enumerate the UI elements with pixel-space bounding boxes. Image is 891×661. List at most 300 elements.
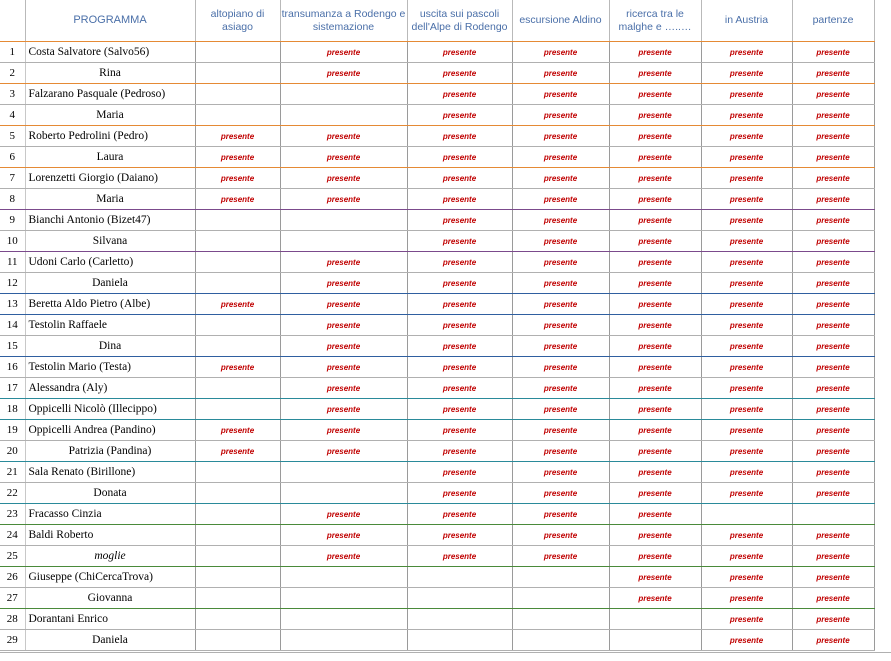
presente-mark: presente bbox=[638, 510, 672, 519]
attendance-cell[interactable] bbox=[701, 588, 792, 609]
presente-mark: presente bbox=[326, 531, 361, 540]
attendance-cell[interactable] bbox=[407, 315, 512, 336]
attendance-cell[interactable] bbox=[407, 231, 512, 252]
attendance-cell[interactable] bbox=[792, 168, 874, 189]
participant-name-cell[interactable]: Roberto Pedrolini (Pedro) bbox=[25, 126, 195, 147]
attendance-cell[interactable] bbox=[609, 462, 701, 483]
row-number[interactable]: 6 bbox=[0, 147, 25, 168]
attendance-cell[interactable] bbox=[407, 420, 512, 441]
row-number[interactable]: 11 bbox=[0, 252, 25, 273]
attendance-cell[interactable] bbox=[280, 567, 407, 588]
attendance-cell[interactable] bbox=[407, 294, 512, 315]
attendance-cell[interactable] bbox=[407, 42, 512, 63]
participant-name-cell[interactable]: Testolin Mario (Testa) bbox=[25, 357, 195, 378]
attendance-cell[interactable] bbox=[407, 126, 512, 147]
attendance-cell[interactable] bbox=[792, 105, 874, 126]
presente-mark: presente bbox=[326, 384, 361, 393]
row-number[interactable]: 3 bbox=[0, 84, 25, 105]
participant-name-cell[interactable]: Bianchi Antonio (Bizet47) bbox=[25, 210, 195, 231]
attendance-cell[interactable] bbox=[195, 273, 280, 294]
attendance-cell[interactable] bbox=[792, 189, 874, 210]
participant-name-cell[interactable]: Fracasso Cinzia bbox=[25, 504, 195, 525]
attendance-cell[interactable] bbox=[407, 210, 512, 231]
presente-mark: presente bbox=[729, 174, 764, 183]
attendance-cell[interactable] bbox=[609, 357, 701, 378]
attendance-cell[interactable] bbox=[609, 189, 701, 210]
header-event[interactable]: ricerca tra le malghe e …..… bbox=[609, 0, 701, 42]
attendance-cell[interactable] bbox=[512, 357, 609, 378]
attendance-cell[interactable] bbox=[792, 504, 874, 525]
table-row bbox=[0, 462, 874, 483]
attendance-cell[interactable] bbox=[280, 588, 407, 609]
row-number[interactable]: 8 bbox=[0, 189, 25, 210]
attendance-cell[interactable] bbox=[512, 210, 609, 231]
participant-name-cell[interactable]: Testolin Raffaele bbox=[25, 315, 195, 336]
presente-mark: presente bbox=[543, 468, 578, 477]
attendance-cell[interactable] bbox=[407, 105, 512, 126]
row-number[interactable]: 4 bbox=[0, 105, 25, 126]
attendance-cell[interactable] bbox=[701, 126, 792, 147]
attendance-cell[interactable] bbox=[609, 294, 701, 315]
attendance-cell[interactable] bbox=[609, 567, 701, 588]
attendance-cell[interactable] bbox=[792, 399, 874, 420]
attendance-cell[interactable] bbox=[195, 336, 280, 357]
attendance-cell[interactable] bbox=[792, 273, 874, 294]
attendance-cell[interactable] bbox=[512, 42, 609, 63]
attendance-cell[interactable] bbox=[701, 294, 792, 315]
attendance-cell[interactable] bbox=[280, 42, 407, 63]
attendance-cell[interactable] bbox=[407, 336, 512, 357]
attendance-cell[interactable] bbox=[512, 588, 609, 609]
row-number[interactable]: 20 bbox=[0, 441, 25, 462]
attendance-cell[interactable] bbox=[280, 357, 407, 378]
attendance-cell[interactable] bbox=[792, 126, 874, 147]
attendance-cell[interactable] bbox=[280, 210, 407, 231]
attendance-cell[interactable] bbox=[609, 315, 701, 336]
row-number[interactable]: 7 bbox=[0, 168, 25, 189]
participant-name-cell[interactable]: Silvana bbox=[25, 231, 195, 252]
attendance-cell[interactable] bbox=[792, 630, 874, 651]
attendance-cell[interactable] bbox=[512, 189, 609, 210]
attendance-cell[interactable] bbox=[512, 567, 609, 588]
participant-name-cell[interactable]: Lorenzetti Giorgio (Daiano) bbox=[25, 168, 195, 189]
participant-name-cell[interactable]: Beretta Aldo Pietro (Albe) bbox=[25, 294, 195, 315]
attendance-cell[interactable] bbox=[701, 567, 792, 588]
attendance-cell[interactable] bbox=[512, 63, 609, 84]
attendance-cell[interactable] bbox=[792, 147, 874, 168]
attendance-cell[interactable] bbox=[195, 462, 280, 483]
row-number[interactable]: 25 bbox=[0, 546, 25, 567]
attendance-cell[interactable] bbox=[701, 231, 792, 252]
attendance-cell[interactable] bbox=[280, 126, 407, 147]
row-number[interactable]: 28 bbox=[0, 609, 25, 630]
attendance-cell[interactable] bbox=[280, 420, 407, 441]
attendance-cell[interactable] bbox=[609, 630, 701, 651]
attendance-cell[interactable] bbox=[792, 252, 874, 273]
row-number[interactable]: 9 bbox=[0, 210, 25, 231]
attendance-cell[interactable] bbox=[701, 63, 792, 84]
table-row bbox=[0, 63, 874, 84]
attendance-cell[interactable] bbox=[195, 231, 280, 252]
attendance-cell[interactable] bbox=[609, 63, 701, 84]
participant-name-cell[interactable]: Falzarano Pasquale (Pedroso) bbox=[25, 84, 195, 105]
row-number[interactable]: 2 bbox=[0, 63, 25, 84]
attendance-cell[interactable] bbox=[195, 294, 280, 315]
participant-name-cell[interactable]: Laura bbox=[25, 147, 195, 168]
participant-name-cell[interactable]: moglie bbox=[25, 546, 195, 567]
header-programma[interactable]: PROGRAMMA bbox=[25, 0, 195, 42]
attendance-cell[interactable] bbox=[609, 84, 701, 105]
table-row bbox=[0, 168, 874, 189]
attendance-cell[interactable] bbox=[512, 252, 609, 273]
attendance-cell[interactable] bbox=[792, 315, 874, 336]
header-num[interactable] bbox=[0, 0, 25, 42]
attendance-cell[interactable] bbox=[792, 462, 874, 483]
participant-name-cell[interactable]: Giuseppe (ChiCercaTrova) bbox=[25, 567, 195, 588]
attendance-cell[interactable] bbox=[195, 609, 280, 630]
table-row bbox=[0, 189, 874, 210]
attendance-cell[interactable] bbox=[701, 525, 792, 546]
attendance-cell[interactable] bbox=[609, 273, 701, 294]
attendance-cell[interactable] bbox=[195, 252, 280, 273]
attendance-cell[interactable] bbox=[701, 420, 792, 441]
attendance-cell[interactable] bbox=[792, 483, 874, 504]
attendance-cell[interactable] bbox=[407, 462, 512, 483]
attendance-cell[interactable] bbox=[792, 609, 874, 630]
attendance-cell[interactable] bbox=[609, 42, 701, 63]
attendance-cell[interactable] bbox=[701, 273, 792, 294]
attendance-cell[interactable] bbox=[512, 609, 609, 630]
attendance-cell[interactable] bbox=[701, 441, 792, 462]
attendance-cell[interactable] bbox=[280, 252, 407, 273]
presente-mark: presente bbox=[326, 363, 361, 372]
attendance-cell[interactable] bbox=[792, 546, 874, 567]
attendance-cell[interactable] bbox=[280, 378, 407, 399]
attendance-cell[interactable] bbox=[792, 525, 874, 546]
attendance-cell[interactable] bbox=[512, 105, 609, 126]
header-event[interactable]: in Austria bbox=[701, 0, 792, 42]
attendance-cell[interactable] bbox=[701, 357, 792, 378]
participant-name-cell[interactable]: Daniela bbox=[25, 273, 195, 294]
presente-mark: presente bbox=[543, 90, 578, 99]
attendance-cell[interactable] bbox=[195, 168, 280, 189]
attendance-cell[interactable] bbox=[701, 147, 792, 168]
row-number[interactable]: 29 bbox=[0, 630, 25, 651]
attendance-cell[interactable] bbox=[512, 441, 609, 462]
table-row bbox=[0, 546, 874, 567]
attendance-cell[interactable] bbox=[512, 147, 609, 168]
attendance-cell[interactable] bbox=[280, 147, 407, 168]
presente-mark: presente bbox=[326, 321, 361, 330]
participant-name-cell[interactable]: Daniela bbox=[25, 630, 195, 651]
attendance-cell[interactable] bbox=[195, 441, 280, 462]
participant-name-cell[interactable]: Dina bbox=[25, 336, 195, 357]
attendance-cell[interactable] bbox=[280, 63, 407, 84]
participant-name-cell[interactable]: Costa Salvatore (Salvo56) bbox=[25, 42, 195, 63]
presente-mark: presente bbox=[729, 594, 764, 603]
presente-mark: presente bbox=[816, 468, 850, 477]
attendance-cell[interactable] bbox=[280, 168, 407, 189]
attendance-cell[interactable] bbox=[701, 105, 792, 126]
attendance-cell[interactable] bbox=[407, 252, 512, 273]
attendance-cell[interactable] bbox=[512, 315, 609, 336]
attendance-cell[interactable] bbox=[512, 546, 609, 567]
attendance-cell[interactable] bbox=[195, 399, 280, 420]
attendance-cell[interactable] bbox=[512, 336, 609, 357]
participant-name-cell[interactable]: Rina bbox=[25, 63, 195, 84]
attendance-cell[interactable] bbox=[512, 378, 609, 399]
participant-name-cell[interactable]: Sala Renato (Birillone) bbox=[25, 462, 195, 483]
attendance-cell[interactable] bbox=[512, 294, 609, 315]
attendance-cell[interactable] bbox=[792, 567, 874, 588]
attendance-cell[interactable] bbox=[280, 273, 407, 294]
participant-name-cell[interactable]: Donata bbox=[25, 483, 195, 504]
participant-name-cell[interactable]: Dorantani Enrico bbox=[25, 609, 195, 630]
attendance-cell[interactable] bbox=[512, 399, 609, 420]
presente-mark: presente bbox=[638, 594, 672, 603]
attendance-cell[interactable] bbox=[280, 84, 407, 105]
attendance-cell[interactable] bbox=[407, 609, 512, 630]
header-event[interactable]: uscita sui pascoli dell'Alpe di Rodengo bbox=[407, 0, 512, 42]
attendance-cell[interactable] bbox=[792, 294, 874, 315]
presente-mark: presente bbox=[442, 69, 477, 78]
attendance-cell[interactable] bbox=[195, 357, 280, 378]
table-row bbox=[0, 315, 874, 336]
attendance-cell[interactable] bbox=[195, 63, 280, 84]
attendance-cell[interactable] bbox=[609, 399, 701, 420]
attendance-cell[interactable] bbox=[701, 504, 792, 525]
attendance-cell[interactable] bbox=[195, 504, 280, 525]
participant-name-cell[interactable]: Alessandra (Aly) bbox=[25, 378, 195, 399]
attendance-cell[interactable] bbox=[195, 189, 280, 210]
attendance-cell[interactable] bbox=[792, 378, 874, 399]
attendance-cell[interactable] bbox=[701, 252, 792, 273]
attendance-cell[interactable] bbox=[701, 168, 792, 189]
attendance-cell[interactable] bbox=[280, 189, 407, 210]
attendance-cell[interactable] bbox=[609, 126, 701, 147]
attendance-cell[interactable] bbox=[609, 504, 701, 525]
attendance-cell[interactable] bbox=[792, 231, 874, 252]
presente-mark: presente bbox=[816, 69, 850, 78]
attendance-cell[interactable] bbox=[512, 168, 609, 189]
attendance-cell[interactable] bbox=[407, 567, 512, 588]
attendance-cell[interactable] bbox=[280, 441, 407, 462]
header-event[interactable]: transumanza a Rodengo e sistemazione bbox=[280, 0, 407, 42]
attendance-cell[interactable] bbox=[195, 546, 280, 567]
attendance-cell[interactable] bbox=[407, 588, 512, 609]
attendance-cell[interactable] bbox=[280, 525, 407, 546]
attendance-cell[interactable] bbox=[280, 315, 407, 336]
attendance-cell[interactable] bbox=[609, 546, 701, 567]
attendance-cell[interactable] bbox=[280, 105, 407, 126]
row-number[interactable]: 24 bbox=[0, 525, 25, 546]
presente-mark: presente bbox=[326, 300, 361, 309]
row-number[interactable]: 26 bbox=[0, 567, 25, 588]
attendance-cell[interactable] bbox=[407, 84, 512, 105]
attendance-cell[interactable] bbox=[609, 231, 701, 252]
row-number[interactable]: 1 bbox=[0, 42, 25, 63]
attendance-cell[interactable] bbox=[701, 399, 792, 420]
attendance-cell[interactable] bbox=[701, 42, 792, 63]
attendance-cell[interactable] bbox=[407, 378, 512, 399]
attendance-cell[interactable] bbox=[280, 504, 407, 525]
attendance-cell[interactable] bbox=[512, 126, 609, 147]
presente-mark: presente bbox=[729, 258, 764, 267]
attendance-cell[interactable] bbox=[512, 504, 609, 525]
attendance-cell[interactable] bbox=[792, 336, 874, 357]
attendance-cell[interactable] bbox=[280, 294, 407, 315]
row-number[interactable]: 19 bbox=[0, 420, 25, 441]
attendance-cell[interactable] bbox=[792, 42, 874, 63]
attendance-cell[interactable] bbox=[280, 609, 407, 630]
row-number[interactable]: 16 bbox=[0, 357, 25, 378]
attendance-cell[interactable] bbox=[609, 483, 701, 504]
attendance-cell[interactable] bbox=[792, 63, 874, 84]
attendance-cell[interactable] bbox=[512, 483, 609, 504]
attendance-cell[interactable] bbox=[407, 630, 512, 651]
attendance-cell[interactable] bbox=[512, 420, 609, 441]
header-event[interactable]: partenze bbox=[792, 0, 874, 42]
presente-mark: presente bbox=[442, 237, 477, 246]
attendance-cell[interactable] bbox=[195, 147, 280, 168]
row-number[interactable]: 14 bbox=[0, 315, 25, 336]
attendance-cell[interactable] bbox=[280, 399, 407, 420]
attendance-cell[interactable] bbox=[609, 378, 701, 399]
attendance-cell[interactable] bbox=[280, 483, 407, 504]
attendance-cell[interactable] bbox=[701, 483, 792, 504]
presente-mark: presente bbox=[543, 69, 578, 78]
presente-mark: presente bbox=[729, 384, 764, 393]
attendance-cell[interactable] bbox=[512, 231, 609, 252]
attendance-cell[interactable] bbox=[195, 105, 280, 126]
attendance-cell[interactable] bbox=[195, 630, 280, 651]
presente-mark: presente bbox=[816, 636, 850, 645]
attendance-cell[interactable] bbox=[792, 441, 874, 462]
attendance-cell[interactable] bbox=[792, 420, 874, 441]
presente-mark: presente bbox=[442, 111, 477, 120]
attendance-cell[interactable] bbox=[609, 147, 701, 168]
attendance-cell[interactable] bbox=[609, 168, 701, 189]
attendance-cell[interactable] bbox=[195, 126, 280, 147]
participant-name-cell[interactable]: Baldi Roberto bbox=[25, 525, 195, 546]
row-number[interactable]: 12 bbox=[0, 273, 25, 294]
attendance-cell[interactable] bbox=[280, 630, 407, 651]
attendance-cell[interactable] bbox=[280, 231, 407, 252]
attendance-cell[interactable] bbox=[407, 546, 512, 567]
attendance-cell[interactable] bbox=[195, 588, 280, 609]
attendance-cell[interactable] bbox=[195, 210, 280, 231]
attendance-cell[interactable] bbox=[512, 273, 609, 294]
participant-name-cell[interactable]: Oppicelli Andrea (Pandino) bbox=[25, 420, 195, 441]
attendance-cell[interactable] bbox=[701, 84, 792, 105]
attendance-cell[interactable] bbox=[407, 357, 512, 378]
attendance-cell[interactable] bbox=[512, 84, 609, 105]
row-number[interactable]: 17 bbox=[0, 378, 25, 399]
attendance-cell[interactable] bbox=[792, 84, 874, 105]
attendance-cell[interactable] bbox=[792, 210, 874, 231]
row-number[interactable]: 18 bbox=[0, 399, 25, 420]
attendance-cell[interactable] bbox=[195, 378, 280, 399]
presente-mark: presente bbox=[638, 279, 672, 288]
attendance-cell[interactable] bbox=[701, 609, 792, 630]
attendance-cell[interactable] bbox=[195, 483, 280, 504]
attendance-cell[interactable] bbox=[701, 546, 792, 567]
participant-name-cell[interactable]: Patrizia (Pandina) bbox=[25, 441, 195, 462]
attendance-cell[interactable] bbox=[792, 588, 874, 609]
attendance-cell[interactable] bbox=[280, 336, 407, 357]
row-number[interactable]: 15 bbox=[0, 336, 25, 357]
participant-name-cell[interactable]: Maria bbox=[25, 105, 195, 126]
presente-mark: presente bbox=[816, 531, 850, 540]
presente-mark: presente bbox=[729, 195, 764, 204]
attendance-cell[interactable] bbox=[701, 378, 792, 399]
attendance-cell[interactable] bbox=[195, 42, 280, 63]
header-event[interactable]: altopiano di asiago bbox=[195, 0, 280, 42]
participant-name-cell[interactable]: Maria bbox=[25, 189, 195, 210]
attendance-cell[interactable] bbox=[195, 84, 280, 105]
attendance-cell[interactable] bbox=[407, 441, 512, 462]
attendance-cell[interactable] bbox=[512, 630, 609, 651]
participant-name-cell[interactable]: Oppicelli Nicolò (Illecippo) bbox=[25, 399, 195, 420]
attendance-cell[interactable] bbox=[609, 441, 701, 462]
attendance-cell[interactable] bbox=[609, 252, 701, 273]
attendance-cell[interactable] bbox=[609, 588, 701, 609]
attendance-cell[interactable] bbox=[701, 189, 792, 210]
attendance-cell[interactable] bbox=[512, 462, 609, 483]
attendance-cell[interactable] bbox=[195, 315, 280, 336]
attendance-cell[interactable] bbox=[609, 210, 701, 231]
presente-mark: presente bbox=[816, 300, 850, 309]
attendance-cell[interactable] bbox=[407, 483, 512, 504]
attendance-cell[interactable] bbox=[701, 315, 792, 336]
attendance-cell[interactable] bbox=[195, 525, 280, 546]
attendance-cell[interactable] bbox=[609, 420, 701, 441]
attendance-cell[interactable] bbox=[701, 630, 792, 651]
row-number[interactable]: 13 bbox=[0, 294, 25, 315]
attendance-cell[interactable] bbox=[407, 525, 512, 546]
row-number[interactable]: 5 bbox=[0, 126, 25, 147]
attendance-cell[interactable] bbox=[407, 168, 512, 189]
attendance-cell[interactable] bbox=[609, 105, 701, 126]
attendance-cell[interactable] bbox=[280, 462, 407, 483]
header-event[interactable]: escursione Aldino bbox=[512, 0, 609, 42]
attendance-cell[interactable] bbox=[407, 399, 512, 420]
attendance-cell[interactable] bbox=[609, 525, 701, 546]
row-number[interactable]: 27 bbox=[0, 588, 25, 609]
attendance-cell[interactable] bbox=[701, 462, 792, 483]
attendance-cell[interactable] bbox=[701, 336, 792, 357]
row-number[interactable]: 22 bbox=[0, 483, 25, 504]
attendance-cell[interactable] bbox=[407, 147, 512, 168]
attendance-cell[interactable] bbox=[407, 189, 512, 210]
attendance-cell[interactable] bbox=[195, 567, 280, 588]
attendance-cell[interactable] bbox=[407, 63, 512, 84]
attendance-cell[interactable] bbox=[280, 546, 407, 567]
attendance-cell[interactable] bbox=[407, 273, 512, 294]
participant-name-cell[interactable]: Udoni Carlo (Carletto) bbox=[25, 252, 195, 273]
attendance-cell[interactable] bbox=[609, 609, 701, 630]
row-number[interactable]: 23 bbox=[0, 504, 25, 525]
participant-name-cell[interactable]: Giovanna bbox=[25, 588, 195, 609]
attendance-cell[interactable] bbox=[792, 357, 874, 378]
row-number[interactable]: 21 bbox=[0, 462, 25, 483]
attendance-cell[interactable] bbox=[701, 210, 792, 231]
attendance-cell[interactable] bbox=[609, 336, 701, 357]
attendance-cell[interactable] bbox=[512, 525, 609, 546]
row-number[interactable]: 10 bbox=[0, 231, 25, 252]
attendance-cell[interactable] bbox=[407, 504, 512, 525]
attendance-cell[interactable] bbox=[195, 420, 280, 441]
